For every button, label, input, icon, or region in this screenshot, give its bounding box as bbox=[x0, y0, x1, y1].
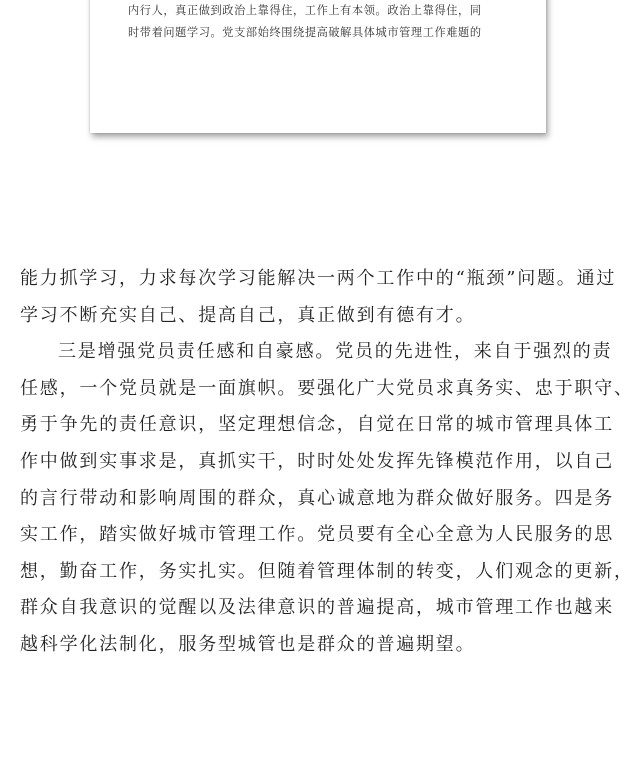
scanned-text-line: 内行人，真正做到政治上靠得住，工作上有本领。政治上靠得住，同 bbox=[128, 4, 482, 17]
article-line: 想，勤奋工作，务实扎实。但随着管理体制的转变，人们观念的更新， bbox=[20, 560, 634, 582]
article-line: 越科学化法制化，服务型城管也是群众的普遍期望。 bbox=[20, 633, 476, 655]
article-line: 学习不断充实自己、提高自己，真正做到有德有才。 bbox=[20, 304, 476, 326]
article-line: 群众自我意识的觉醒以及法律意识的普遍提高，城市管理工作也越来 bbox=[20, 597, 614, 619]
article-line: 三是增强党员责任感和自豪感。党员的先进性，来自于强烈的责 bbox=[58, 341, 613, 363]
article-line: 能力抓学习，力求每次学习能解决一两个工作中的“瓶颈”问题。通过 bbox=[20, 268, 617, 289]
scanned-text-block bbox=[128, 0, 512, 44]
scanned-document-page bbox=[90, 0, 546, 133]
article-body bbox=[20, 261, 634, 664]
article-line: 作中做到实事求是，真抓实干，时时处处发挥先锋模范作用，以自己 bbox=[20, 450, 614, 472]
article-line: 勇于争先的责任意识，坚定理想信念，自觉在日常的城市管理具体工 bbox=[20, 414, 614, 436]
article-line: 实工作，踏实做好城市管理工作。党员要有全心全意为人民服务的思 bbox=[20, 524, 614, 546]
scanned-text-line: 时带着问题学习。党支部始终围绕提高破解具体城市管理工作难题的 bbox=[128, 26, 482, 39]
article-line: 任感，一个党员就是一面旗帜。要强化广大党员求真务实、忠于职守、 bbox=[20, 377, 634, 399]
article-line: 的言行带动和影响周围的群众，真心诚意地为群众做好服务。四是务 bbox=[20, 487, 614, 509]
